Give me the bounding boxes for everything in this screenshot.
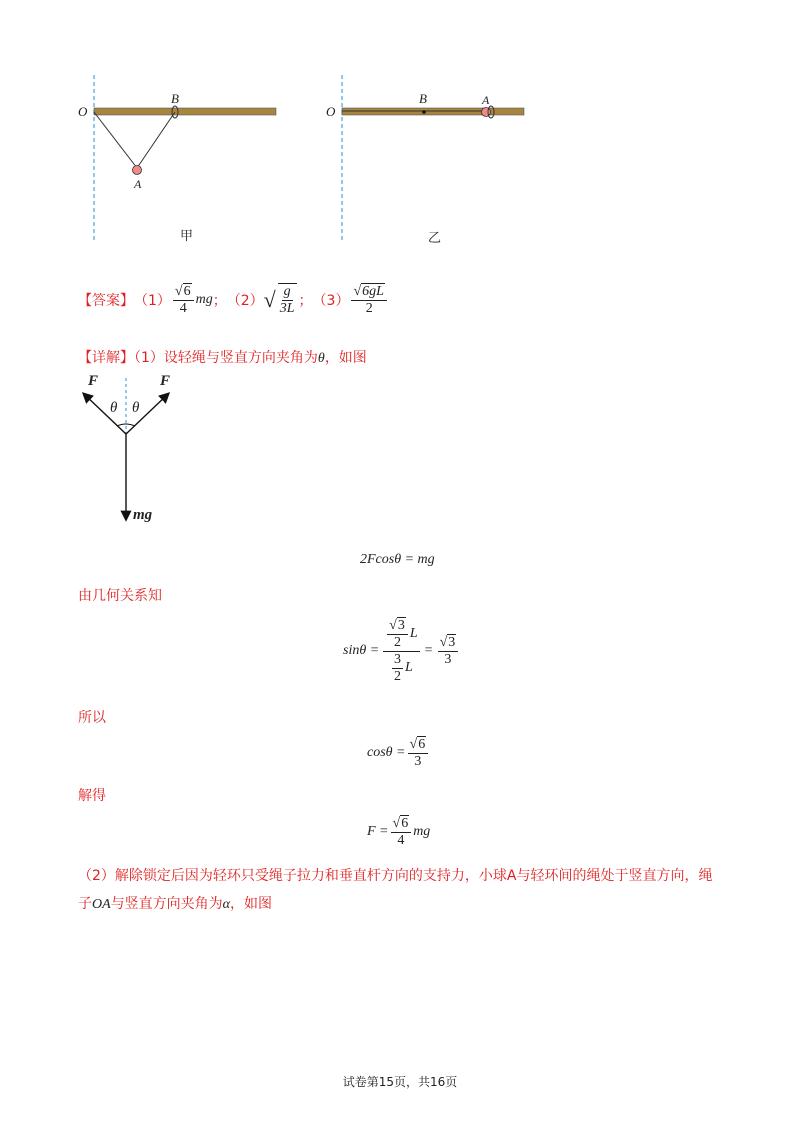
force-diagram xyxy=(74,374,184,524)
answer-line: 【答案】 （1） $\frac{√6}{4}$ mg ； （2） √ $\frac{g}{3L}$ ； （3） $\frac{√6gL}{2}$ xyxy=(78,278,389,322)
eq2-n-tail: L xyxy=(409,626,418,641)
caption-jia: 甲 xyxy=(180,229,194,244)
answer3-fraction: $\frac{√6gL}{2}$ xyxy=(351,284,386,317)
eq2-n-den: 2 xyxy=(394,634,402,650)
eq2-d-den: 2 xyxy=(394,668,402,684)
angle-arc xyxy=(117,424,135,426)
eq2-r-num: 3 xyxy=(448,634,456,650)
part2-line2-a: 子 xyxy=(78,896,92,912)
eq2-r-den: 3 xyxy=(444,651,452,667)
part2-alpha: α xyxy=(222,897,231,912)
detail-prefix: 【详解】 xyxy=(78,350,134,366)
answer3-numerator: 6gL xyxy=(362,283,384,299)
page-footer: 试卷第15页，共16页 xyxy=(342,1075,458,1089)
theta-label-right: θ xyxy=(132,400,140,416)
answer1-numerator: 6 xyxy=(183,283,191,299)
rope-oa xyxy=(94,112,137,168)
point-b xyxy=(422,110,426,114)
caption-yi: 乙 xyxy=(428,231,442,246)
horizontal-rod xyxy=(94,108,276,115)
figure-yi xyxy=(335,75,535,250)
label-a-yi: A xyxy=(482,93,490,107)
equation-2 xyxy=(343,614,460,688)
answer2-fraction xyxy=(278,283,297,317)
detail-line xyxy=(78,347,367,367)
eq4-num: 6 xyxy=(401,815,409,831)
eq2-result: $\frac{√3}{3}$ xyxy=(438,635,459,668)
eq2-equals: = xyxy=(424,643,433,658)
label-o-jia: O xyxy=(78,104,88,119)
eq2-d-tail: L xyxy=(405,660,413,675)
theta-label-left: θ xyxy=(110,400,118,416)
equation-4: F = $\frac{√6}{4}$ mg xyxy=(367,815,431,848)
answer1-fraction: $\frac{√6}{4}$ xyxy=(173,284,194,317)
answer3-denominator: 2 xyxy=(365,300,373,316)
force-label-right: F xyxy=(160,373,171,389)
answer1-suffix: mg xyxy=(195,292,213,307)
answer-part3-label: （3） xyxy=(312,293,350,309)
answer1-denominator: 4 xyxy=(179,300,187,316)
label-b-jia: B xyxy=(171,91,179,106)
ball-a xyxy=(133,166,142,175)
detail-text: （1）设轻绳与竖直方向夹角为 xyxy=(134,350,318,366)
eq4-tail: mg xyxy=(413,824,431,839)
figure-jia xyxy=(70,75,300,250)
label-a-jia: A xyxy=(134,177,142,191)
rope-ba xyxy=(137,112,175,168)
equation-3: cosθ = $\frac{√6}{3}$ xyxy=(367,733,430,773)
ball-a xyxy=(482,108,491,117)
eq2-lhs: sinθ = xyxy=(343,643,380,658)
part2-line2-b: 与竖直方向夹角为 xyxy=(110,896,223,912)
eq2-d-num: 3 xyxy=(394,651,402,667)
eq3-lhs: cosθ = xyxy=(367,745,406,760)
label-b-yi: B xyxy=(419,91,427,106)
answer-sep1: ； xyxy=(212,293,227,309)
answer2-numerator: g xyxy=(283,284,291,299)
answer-part2-label: （2） xyxy=(226,293,264,309)
part2-line2-c: ，如图 xyxy=(230,896,273,912)
eq4-lhs: F = xyxy=(367,824,389,839)
answer2-denominator: 3L xyxy=(279,301,295,316)
part2-line-2 xyxy=(78,893,272,913)
part2-line-1: （2）解除锁定后因为轻环只受绳子拉力和垂直杆方向的支持力，小球A与轻环间的绳处于竖直方向，绳 xyxy=(78,868,713,884)
solve-text: 解得 xyxy=(78,788,106,804)
detail-tail: ，如图 xyxy=(324,350,367,366)
eq2-big-fraction: $\frac{√3}{2}$ L $\frac{3}{2}$ L xyxy=(383,618,419,685)
eq4-den: 4 xyxy=(397,832,405,848)
label-o-yi: O xyxy=(326,104,336,119)
part2-oa: OA xyxy=(92,897,111,912)
answer-part1-label: （1） xyxy=(134,293,171,309)
so-text: 所以 xyxy=(78,710,106,726)
eq2-n-sqrt: 3 xyxy=(397,617,405,633)
force-arrow-left xyxy=(84,394,126,434)
geometry-text: 由几何关系知 xyxy=(78,588,162,604)
equation-1: 2Fcosθ = mg xyxy=(360,552,435,567)
answer-sep2: ； xyxy=(298,293,313,309)
eq3-den: 3 xyxy=(414,753,422,769)
mg-label: mg xyxy=(133,507,153,523)
eq3-num: 6 xyxy=(418,736,426,752)
detail-theta: θ xyxy=(317,351,325,366)
force-label-left: F xyxy=(88,373,99,389)
answer-prefix: 【答案】 xyxy=(78,293,134,309)
